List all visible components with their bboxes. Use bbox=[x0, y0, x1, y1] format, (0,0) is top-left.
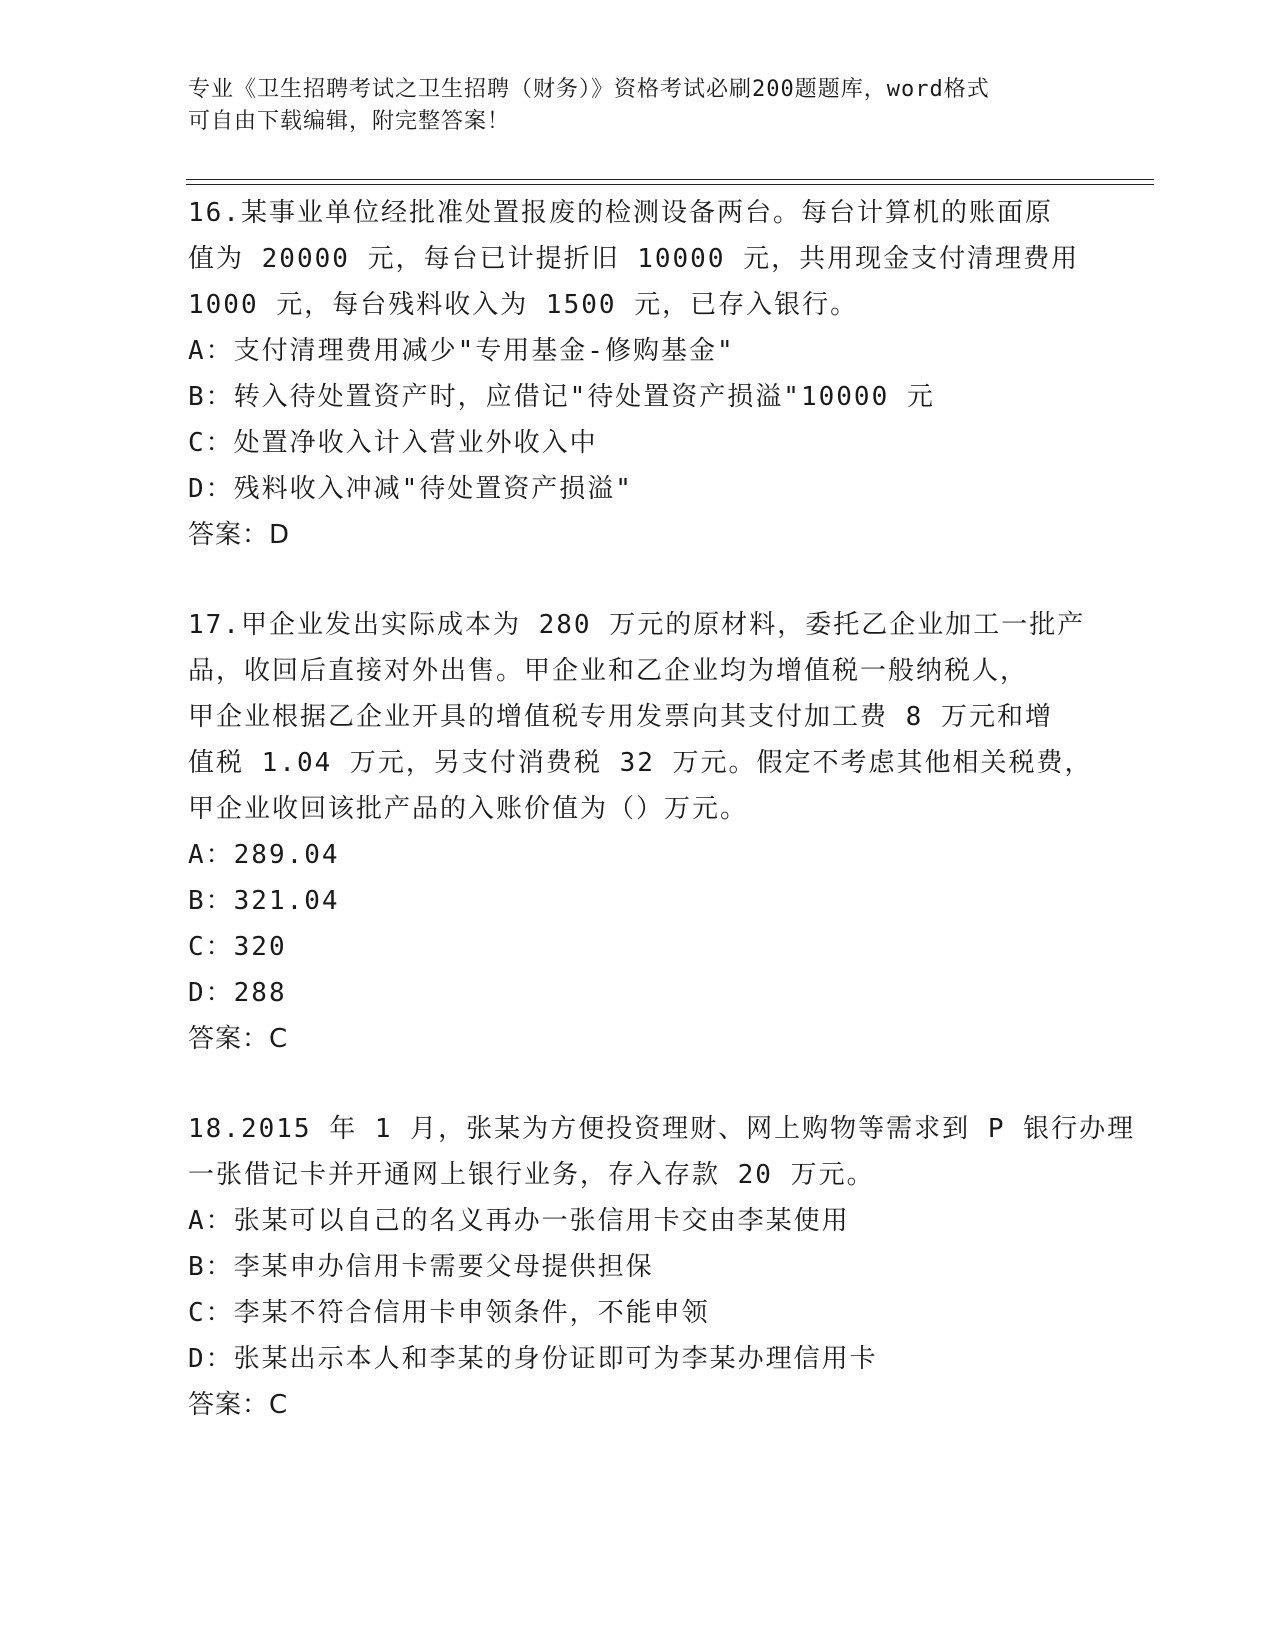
option-c: C：李某不符合信用卡申领条件，不能申领 bbox=[188, 1298, 710, 1328]
question-spacer bbox=[188, 558, 1088, 602]
question-stem-line: 甲企业根据乙企业开具的增值税专用发票向其支付加工费 8 万元和增 bbox=[188, 702, 1053, 732]
header-line-1: 专业《卫生招聘考试之卫生招聘（财务）》资格考试必刷200题题库，word格式 bbox=[188, 77, 990, 102]
question-stem-line: 17.甲企业发出实际成本为 280 万元的原材料，委托乙企业加工一批产 bbox=[188, 610, 1086, 640]
question-list bbox=[188, 190, 1136, 1428]
header-divider-bottom bbox=[186, 184, 1154, 185]
question-stem-line: 品，收回后直接对外出售。甲企业和乙企业均为增值税一般纳税人， bbox=[188, 656, 1029, 686]
question-stem-line: 值为 20000 元，每台已计提折旧 10000 元，共用现金支付清理费用 bbox=[188, 244, 1080, 274]
answer-line: 答案：C bbox=[188, 1024, 289, 1054]
answer-line: 答案：D bbox=[188, 520, 291, 550]
answer-line: 答案：C bbox=[188, 1390, 289, 1420]
option-d: D：残料收入冲减"待处置资产损溢" bbox=[188, 474, 633, 504]
document-header bbox=[188, 74, 1068, 138]
option-b: B：321.04 bbox=[188, 886, 340, 916]
question-16 bbox=[188, 190, 1088, 558]
option-c: C：320 bbox=[188, 932, 287, 962]
option-d: D：288 bbox=[188, 978, 287, 1008]
question-17 bbox=[188, 602, 1093, 1062]
header-line-2: 可自由下载编辑，附完整答案！ bbox=[188, 109, 511, 134]
question-spacer bbox=[188, 1062, 1088, 1106]
question-stem-line: 一张借记卡并开通网上银行业务，存入存款 20 万元。 bbox=[188, 1160, 875, 1190]
question-18 bbox=[188, 1106, 1136, 1428]
option-d: D：张某出示本人和李某的身份证即可为李某办理信用卡 bbox=[188, 1344, 878, 1374]
question-stem-line: 值税 1.04 万元，另支付消费税 32 万元。假定不考虑其他相关税费， bbox=[188, 748, 1093, 778]
question-stem-line: 18.2015 年 1 月，张某为方便投资理财、网上购物等需求到 P 银行办理 bbox=[188, 1114, 1136, 1144]
question-stem-line: 甲企业收回该批产品的入账价值为（）万元。 bbox=[188, 794, 749, 824]
question-stem-line: 1000 元，每台残料收入为 1500 元，已存入银行。 bbox=[188, 290, 859, 320]
question-stem-line: 16.某事业单位经批准处置报废的检测设备两台。每台计算机的账面原 bbox=[188, 198, 1053, 228]
option-b: B：转入待处置资产时，应借记"待处置资产损溢"10000 元 bbox=[188, 382, 935, 412]
header-divider-top bbox=[186, 179, 1154, 180]
option-a: A：289.04 bbox=[188, 840, 340, 870]
option-a: A：张某可以自己的名义再办一张信用卡交由李某使用 bbox=[188, 1206, 850, 1236]
option-a: A：支付清理费用减少"专用基金-修购基金" bbox=[188, 336, 735, 366]
option-b: B：李某申办信用卡需要父母提供担保 bbox=[188, 1252, 654, 1282]
option-c: C：处置净收入计入营业外收入中 bbox=[188, 428, 598, 458]
